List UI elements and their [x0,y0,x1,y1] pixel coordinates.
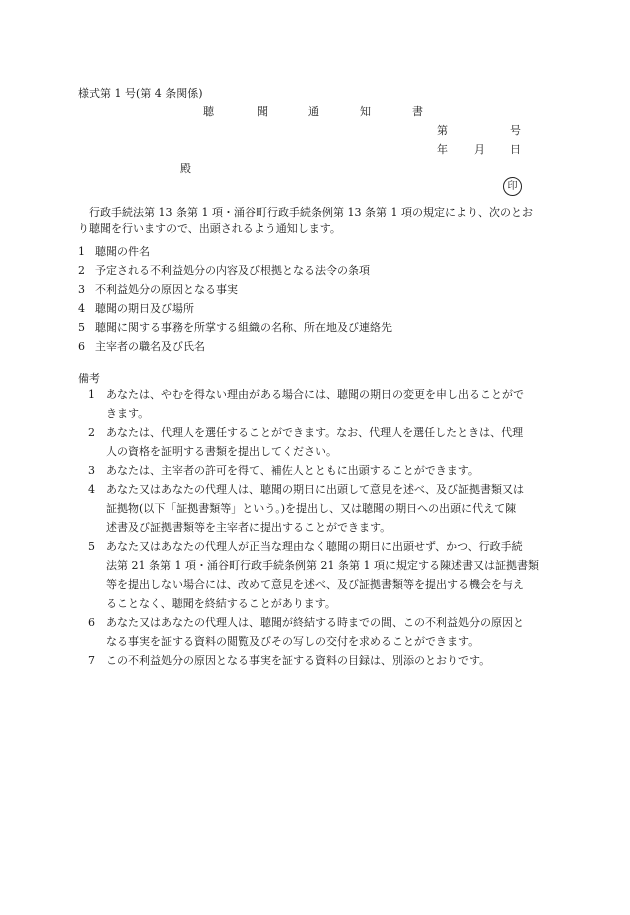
remark-item [78,651,556,670]
intro-line: 行政手続法第 13 条第 1 項・涌谷町行政手続条例第 13 条第 1 項の規定により、次のとお [89,206,533,219]
item-number: 2 [78,264,85,277]
item-text: 聴聞の期日及び場所 [95,302,194,315]
title-char: 聴 [203,105,214,118]
date-month: 月 [474,143,485,156]
remark-item [78,613,556,651]
remarks-heading: 備考 [78,372,100,385]
item-text: 主宰者の職名及び氏名 [95,340,205,353]
list-item [78,280,550,299]
remark-line: あなた又はあなたの代理人は、聴聞の期日に出頭して意見を述べ、及び証拠書類又は [106,483,524,496]
intro-line: り聴聞を行いますので、出頭されるよう通知します。 [78,222,341,235]
remark-line: ることなく、聴聞を終結することがあります。 [106,597,336,610]
remark-item [78,537,556,613]
title-char: 聞 [257,105,268,118]
seal-icon: 印 [503,177,522,196]
remark-line: きます。 [106,407,150,420]
addressee-suffix: 殿 [180,162,191,175]
list-item [78,261,550,280]
remarks-list [78,385,556,670]
item-text: 予定される不利益処分の内容及び根拠となる法令の条項 [95,264,370,277]
remark-line: 等を提出しない場合には、改めて意見を述べ、及び証拠書類等を提出する機会を与え [106,578,524,591]
remark-line: あなたは、やむを得ない理由がある場合には、聴聞の期日の変更を申し出ることがで [106,388,524,401]
remark-number: 2 [88,426,95,439]
remark-number: 6 [88,616,95,629]
title-char: 書 [412,105,423,118]
form-label: 様式第 1 号(第 4 条関係) [78,87,203,100]
item-number: 3 [78,283,85,296]
remark-number: 5 [88,540,95,553]
list-item [78,242,550,261]
remark-line: この不利益処分の原因となる事実を証する資料の目録は、別添のとおりです。 [106,654,491,667]
number-suffix: 号 [510,124,521,137]
remark-line: 証拠物(以下「証拠書類等」という。)を提出し、又は聴聞の期日への出頭に代えて陳 [106,502,517,515]
remark-line: 述書及び証拠書類等を主宰者に提出することができます。 [106,521,392,534]
item-text: 聴聞の件名 [95,245,150,258]
remark-item [78,423,556,461]
list-item [78,299,550,318]
remark-number: 1 [88,388,95,401]
item-text: 聴聞に関する事務を所掌する組織の名称、所在地及び連絡先 [95,321,392,334]
remark-line: あなた又はあなたの代理人は、聴聞が終結する時までの間、この不利益処分の原因と [106,616,524,629]
item-number: 4 [78,302,85,315]
remark-line: 法第 21 条第 1 項・涌谷町行政手続条例第 21 条第 1 項に規定する陳述書又は証拠書類 [106,559,539,572]
date-year: 年 [437,143,448,156]
title-char: 通 [308,105,319,118]
remark-item [78,385,556,423]
item-number: 6 [78,340,85,353]
item-text: 不利益処分の原因となる事実 [95,283,238,296]
remark-number: 3 [88,464,95,477]
item-number: 1 [78,245,85,258]
date-day: 日 [510,143,521,156]
intro-paragraph [78,205,550,237]
remark-number: 7 [88,654,95,667]
notice-items [78,242,550,356]
remark-line: あなた又はあなたの代理人が正当な理由なく聴聞の期日に出頭せず、かつ、行政手続 [106,540,523,553]
remark-number: 4 [88,483,95,496]
number-prefix: 第 [437,124,448,137]
title-char: 知 [360,105,371,118]
remark-line: なる事実を証する資料の閲覧及びその写しの交付を求めることができます。 [106,635,480,648]
remark-line: あなたは、主宰者の許可を得て、補佐人とともに出頭することができます。 [106,464,479,477]
remark-item [78,480,556,537]
item-number: 5 [78,321,85,334]
remark-line: 人の資格を証明する書類を提出してください。 [106,445,337,458]
list-item [78,337,550,356]
list-item [78,318,550,337]
remark-item [78,461,556,480]
remark-line: あなたは、代理人を選任することができます。なお、代理人を選任したときは、代理 [106,426,524,439]
